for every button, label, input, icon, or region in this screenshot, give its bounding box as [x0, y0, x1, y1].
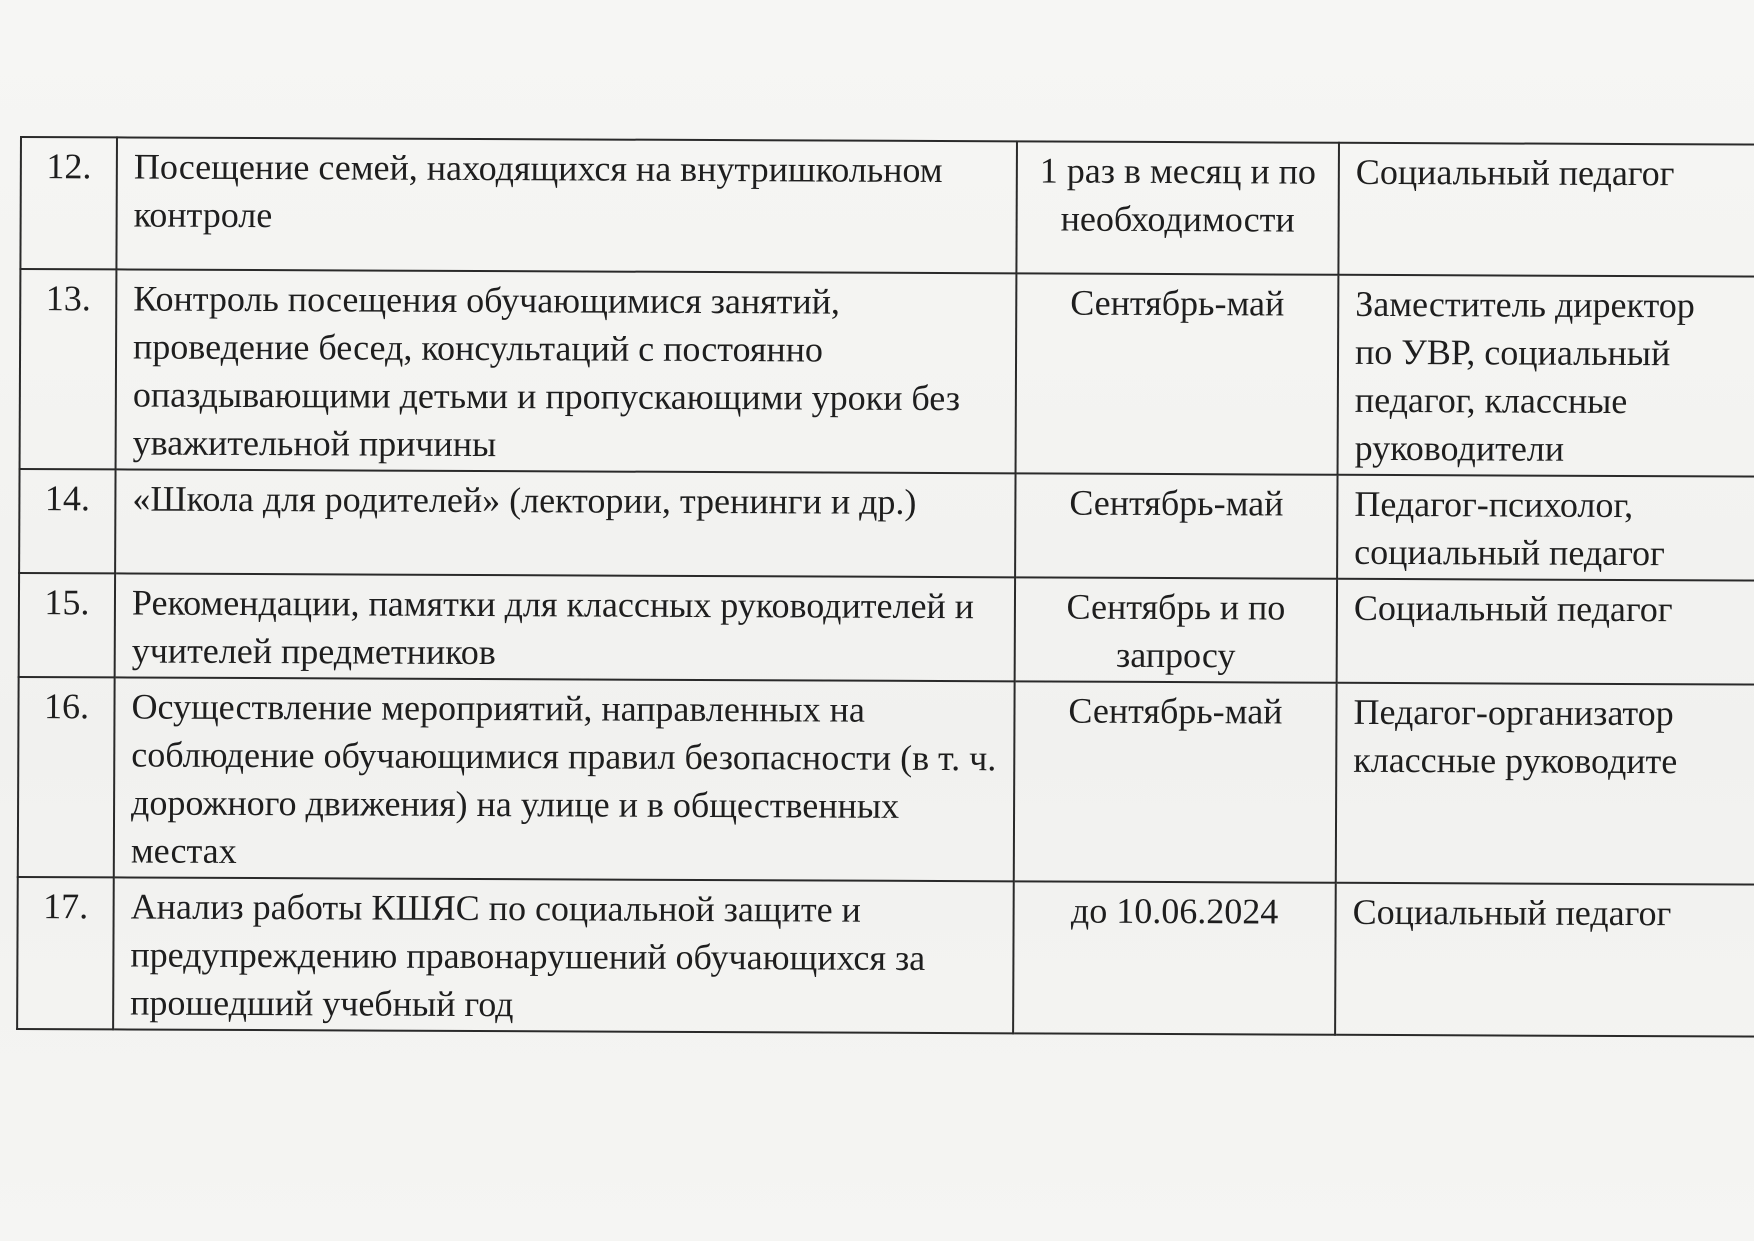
responsible-cell [1337, 579, 1754, 685]
table-row [17, 877, 1754, 1037]
table-row [20, 137, 1754, 277]
activity-cell: Контроль посещения обучающимися занятий, проведение бесед, консультаций с постоянно опаздывающими детьми и пропускающими уроки без уважительной причины [116, 269, 1017, 473]
period-cell: до 10.06.2024 [1013, 881, 1336, 1034]
period-cell: Сентябрь и по запросу [1015, 577, 1337, 682]
row-number: 15. [19, 573, 115, 677]
table-row [18, 677, 1754, 885]
responsible-cell [1338, 143, 1754, 277]
table-row [19, 469, 1754, 581]
row-number: 17. [17, 877, 114, 1029]
activity-cell: Рекомендации, памятки для классных руководителей и учителей предметников [115, 573, 1015, 681]
period-cell: Сентябрь-май [1015, 473, 1337, 578]
responsible-text: Педагог-психолог, социальный педагог [1354, 483, 1665, 574]
responsible-cell [1336, 683, 1754, 885]
period-cell: 1 раз в месяц и по необходимости [1016, 141, 1339, 274]
responsible-cell [1335, 883, 1754, 1037]
table-row [20, 269, 1754, 477]
responsible-cell [1337, 475, 1754, 581]
period-cell: Сентябрь-май [1014, 681, 1337, 882]
activity-cell: Анализ работы КШЯС по социальной защите и предупреждению правонарушений обучающихся за прошедший учебный год [113, 877, 1014, 1033]
responsible-text: Социальный педагог [1355, 151, 1675, 194]
row-number: 12. [20, 137, 117, 269]
responsible-text: Социальный педагог [1353, 587, 1673, 630]
table-row [19, 573, 1754, 685]
row-number: 16. [18, 677, 115, 877]
row-number: 13. [20, 269, 117, 469]
responsible-cell [1338, 275, 1754, 477]
row-number: 14. [19, 469, 115, 573]
activity-plan-table [16, 136, 1754, 1038]
activity-cell: «Школа для родителей» (лектории, тренинги и др.) [115, 469, 1015, 577]
period-cell: Сентябрь-май [1016, 273, 1339, 474]
responsible-text: Педагог-организатор классные руководите [1353, 691, 1678, 782]
responsible-text: Социальный педагог [1352, 891, 1672, 934]
activity-cell: Осуществление мероприятий, направленных на соблюдение обучающимися правил безопасности (в т. ч. дорожного движения) на улице и в общественных местах [114, 677, 1015, 881]
activity-cell: Посещение семей, находящихся на внутришкольном контроле [116, 137, 1017, 273]
responsible-text: Заместитель директор по УВР, социальный педагог, классные руководители [1354, 283, 1695, 469]
